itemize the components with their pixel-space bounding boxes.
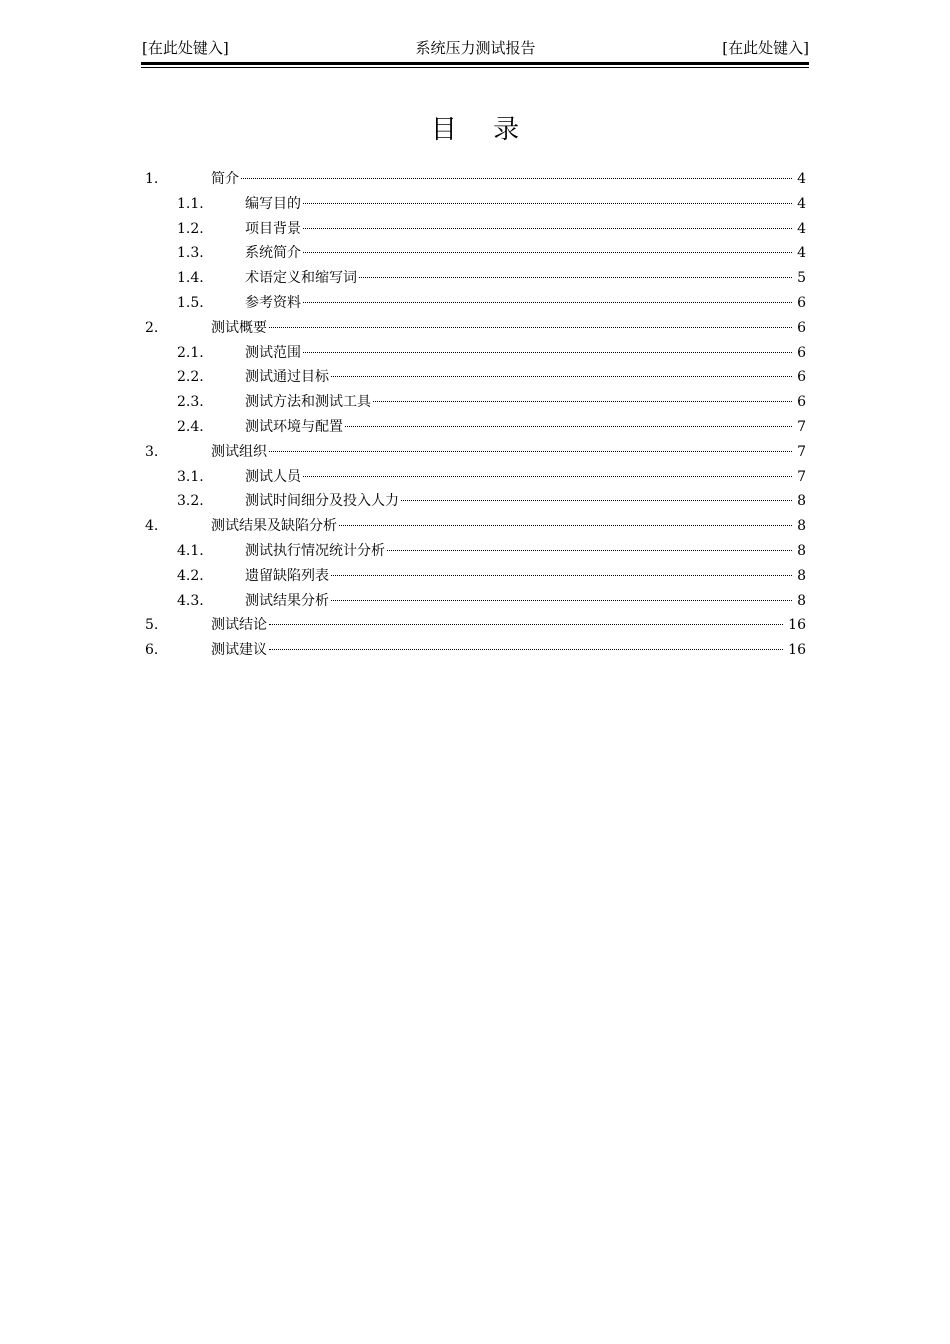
toc-entry-number: 4.1. <box>177 542 204 559</box>
toc-entry-page-number[interactable]: 6 <box>797 394 806 411</box>
toc-entry-number: 4.3. <box>177 592 204 609</box>
toc-entry-page-number[interactable]: 8 <box>797 518 806 535</box>
toc-entry-number: 3.2. <box>177 493 204 510</box>
toc-entry-number: 2.2. <box>177 369 204 386</box>
toc-dot-leader <box>269 451 792 452</box>
toc-entry-number: 1.3. <box>177 245 204 262</box>
toc-entry-line <box>245 267 806 289</box>
toc-entry-label[interactable]: 测试方法和测试工具 <box>245 394 371 411</box>
toc-entry-label[interactable]: 测试结论 <box>211 617 267 634</box>
toc-dot-leader <box>373 401 792 402</box>
toc-entry-line <box>245 466 806 488</box>
header-title: 系统压力测试报告 <box>415 39 536 57</box>
toc-entry[interactable] <box>142 317 806 342</box>
toc-entry-page-number[interactable]: 5 <box>797 270 806 287</box>
toc-entry-label[interactable]: 测试时间细分及投入人力 <box>245 493 399 510</box>
toc-entry-label[interactable]: 测试环境与配置 <box>245 418 343 435</box>
toc-entry-line <box>211 168 806 190</box>
toc-entry[interactable] <box>142 168 806 193</box>
toc-entry-label[interactable]: 测试范围 <box>245 344 301 361</box>
toc-entry-page-number[interactable]: 6 <box>797 344 806 361</box>
toc-entry-line <box>245 391 806 413</box>
toc-entry-page-number[interactable]: 6 <box>797 319 806 336</box>
toc-entry-label[interactable]: 系统简介 <box>245 245 301 262</box>
toc-entry-number: 1.5. <box>177 294 204 311</box>
toc-entry[interactable] <box>142 267 806 292</box>
toc-entry-number: 1.2. <box>177 220 204 237</box>
toc-entry-number: 2.1. <box>177 344 204 361</box>
toc-entry[interactable] <box>142 639 806 664</box>
toc-dot-leader <box>331 600 792 601</box>
toc-dot-leader <box>331 376 792 377</box>
toc-entry-number: 6. <box>145 642 159 659</box>
toc-entry-page-number[interactable]: 16 <box>788 617 806 634</box>
toc-entry-line <box>245 242 806 264</box>
toc-entry[interactable] <box>142 218 806 243</box>
toc-entry-line <box>211 317 806 339</box>
toc-dot-leader <box>303 228 792 229</box>
toc-entry-number: 2.3. <box>177 394 204 411</box>
toc-entry-label[interactable]: 测试执行情况统计分析 <box>245 542 385 559</box>
toc-entry-label[interactable]: 测试概要 <box>211 319 267 336</box>
toc-entry[interactable] <box>142 614 806 639</box>
toc-entry-page-number[interactable]: 8 <box>797 592 806 609</box>
toc-entry-page-number[interactable]: 7 <box>797 418 806 435</box>
toc-entry-page-number[interactable]: 6 <box>797 369 806 386</box>
toc-dot-leader <box>331 575 792 576</box>
toc-dot-leader <box>269 649 783 650</box>
toc-entry-page-number[interactable]: 4 <box>797 220 806 237</box>
toc-entry-number: 1.1. <box>177 195 204 212</box>
toc-entry[interactable] <box>142 366 806 391</box>
toc-entry-line <box>245 590 806 612</box>
header-rule-thin <box>141 67 809 68</box>
toc-entry-label[interactable]: 编写目的 <box>245 195 301 212</box>
toc-entry-line <box>245 218 806 240</box>
toc-entry-line <box>245 540 806 562</box>
toc-entry[interactable] <box>142 515 806 540</box>
toc-entry-line <box>245 565 806 587</box>
toc-dot-leader <box>387 550 792 551</box>
toc-dot-leader <box>359 277 792 278</box>
toc-entry-line <box>245 292 806 314</box>
toc-entry[interactable] <box>142 565 806 590</box>
toc-entry-number: 4. <box>145 518 159 535</box>
toc-entry[interactable] <box>142 242 806 267</box>
page-header <box>142 38 809 60</box>
toc-dot-leader <box>269 327 792 328</box>
toc-entry-page-number[interactable]: 6 <box>797 294 806 311</box>
toc-entry-label[interactable]: 测试通过目标 <box>245 369 329 386</box>
toc-dot-leader <box>345 426 792 427</box>
toc-entry-number: 2. <box>145 319 159 336</box>
toc-entry[interactable] <box>142 441 806 466</box>
toc-entry-line <box>245 193 806 215</box>
toc-entry-line <box>245 366 806 388</box>
toc-entry[interactable] <box>142 391 806 416</box>
toc-entry-label[interactable]: 简介 <box>211 171 239 187</box>
toc-entry-page-number[interactable]: 8 <box>797 567 806 584</box>
toc-dot-leader <box>303 302 792 303</box>
toc-entry-number: 1. <box>145 171 159 187</box>
toc-entry[interactable] <box>142 193 806 218</box>
toc-entry-line <box>211 441 806 463</box>
toc-dot-leader <box>303 476 792 477</box>
toc-entry-page-number[interactable]: 7 <box>797 468 806 485</box>
toc-dot-leader <box>241 178 792 179</box>
toc-title: 目 录 <box>430 115 534 145</box>
toc-entry-number: 1.4. <box>177 270 204 287</box>
table-of-contents <box>142 168 806 664</box>
toc-entry-page-number[interactable]: 4 <box>797 245 806 262</box>
toc-entry-number: 3.1. <box>177 468 204 485</box>
header-left-placeholder[interactable]: [在此处键入] <box>142 39 229 57</box>
toc-entry[interactable] <box>142 292 806 317</box>
toc-entry-label[interactable]: 项目背景 <box>245 220 301 237</box>
toc-entry-page-number[interactable]: 8 <box>797 493 806 510</box>
toc-dot-leader <box>303 252 792 253</box>
toc-entry[interactable] <box>142 466 806 491</box>
toc-entry-label[interactable]: 遗留缺陷列表 <box>245 567 329 584</box>
toc-entry-page-number[interactable]: 8 <box>797 542 806 559</box>
toc-entry-number: 2.4. <box>177 418 204 435</box>
header-rule-thick <box>141 62 809 65</box>
toc-dot-leader <box>339 525 792 526</box>
toc-entry-page-number[interactable]: 16 <box>788 642 806 659</box>
toc-entry-line <box>211 515 806 537</box>
toc-dot-leader <box>269 624 783 625</box>
toc-entry-label[interactable]: 测试人员 <box>245 468 301 485</box>
toc-dot-leader <box>303 352 792 353</box>
toc-entry-label[interactable]: 测试结果分析 <box>245 592 329 609</box>
toc-entry-page-number[interactable]: 4 <box>797 195 806 212</box>
header-right-placeholder[interactable]: [在此处键入] <box>722 39 809 57</box>
toc-entry[interactable] <box>142 416 806 441</box>
toc-entry[interactable] <box>142 490 806 515</box>
toc-entry[interactable] <box>142 540 806 565</box>
toc-entry-number: 4.2. <box>177 567 204 584</box>
toc-entry-label[interactable]: 测试组织 <box>211 443 267 460</box>
toc-dot-leader <box>401 500 792 501</box>
toc-entry-number: 3. <box>145 443 159 460</box>
toc-entry-page-number[interactable]: 4 <box>797 171 806 187</box>
toc-entry-number: 5. <box>145 617 159 634</box>
toc-entry[interactable] <box>142 590 806 615</box>
toc-entry-page-number[interactable]: 7 <box>797 443 806 460</box>
toc-entry-label[interactable]: 参考资料 <box>245 294 301 311</box>
toc-entry-label[interactable]: 测试建议 <box>211 642 267 659</box>
toc-entry-line <box>245 490 806 512</box>
toc-entry-line <box>211 614 806 636</box>
toc-entry-line <box>245 416 806 438</box>
toc-entry-line <box>245 342 806 364</box>
toc-dot-leader <box>303 203 792 204</box>
toc-entry-label[interactable]: 术语定义和缩写词 <box>245 270 357 287</box>
toc-entry[interactable] <box>142 342 806 367</box>
toc-entry-label[interactable]: 测试结果及缺陷分析 <box>211 518 337 535</box>
toc-entry-line <box>211 639 806 661</box>
